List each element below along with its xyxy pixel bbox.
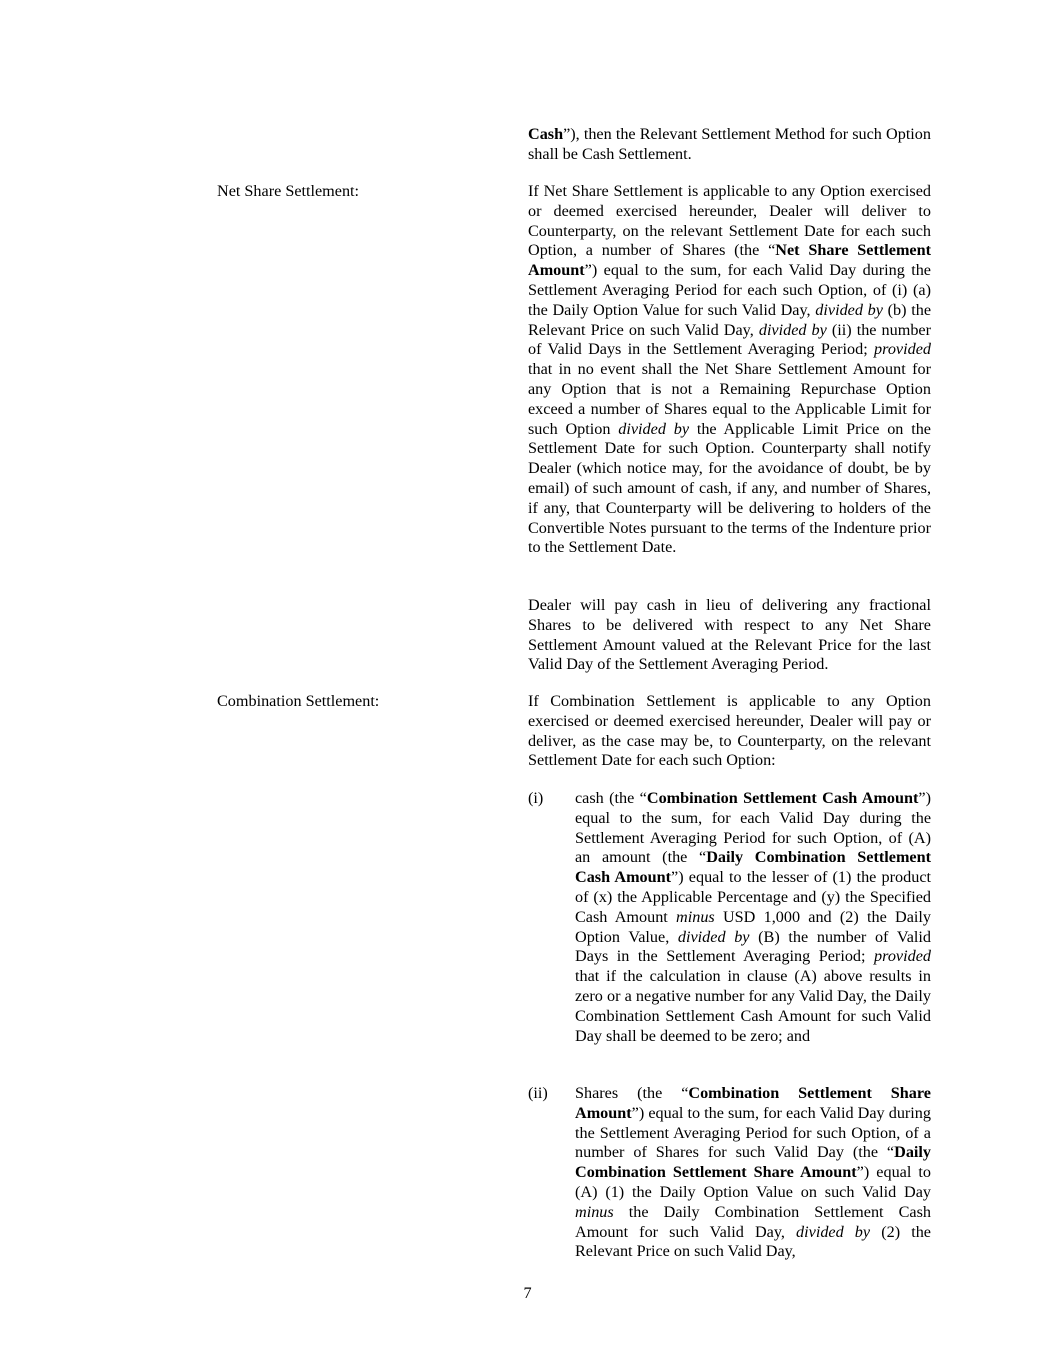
italic-term: divided by [758,320,827,339]
defined-term: Cash [528,125,564,143]
combination-settlement-label: Combination Settlement: [217,692,380,710]
italic-term: minus [575,1202,614,1221]
text-run: the Daily Combination Settlement Cash Amount for such Valid Day, [575,1202,931,1241]
text-run: (b) the Relevant Price on such Valid Day, [528,300,931,339]
cash-settlement-continuation [528,125,931,165]
paragraph [528,182,931,558]
defined-term: Daily Combination Settlement Share Amount [575,1143,931,1182]
italic-term: divided by [618,419,690,438]
italic-term: divided by [796,1222,871,1241]
net-share-settlement-label: Net Share Settlement: [217,182,360,200]
text-run: the Applicable Limit Price on the Settlement Date for such Option. Counterparty shall notify Dealer (which notice may, for the avoidance of doubt, be by email) of such amount of cash, if any, and number of Shares, if any, that Counterparty will be delivering to holders of the Convertible Notes pursuant to the terms of the Indenture prior to the Settlement Date. [528,419,931,557]
defined-term: Combination Settlement Share Amount [575,1084,931,1122]
defined-term: Combination Settlement Cash Amount [646,789,919,807]
clause-text [575,789,931,1046]
text-run: ”) equal to the sum, for each Valid Day during the Settlement Averaging Period for each such Option, of (i) (a) the Daily Option Value for such Valid Day, [528,261,931,319]
text-run: (2) the Relevant Price on such Valid Day, [575,1222,931,1261]
italic-term: provided [874,340,931,359]
text-run: ”) equal to the sum, for each Valid Day during the Settlement Averaging Period for such Option, of (A) an amount (the “ [575,789,931,867]
text-run: that if the calculation in clause (A) above results in zero or a negative number for any Valid Day, the Daily Combination Settlement Cash Amount for such Valid Day shall be deemed to be zero; and [575,967,931,1045]
text-run: USD 1,000 and (2) the Daily Option Value, [575,907,932,946]
text-run: cash (the “ [575,789,647,807]
italic-term: minus [676,907,715,926]
text-run: (ii) the number of Valid Days in the Settlement Averaging Period; [528,320,931,359]
combination-settlement-intro [528,692,931,771]
text-run: ”) equal to the sum, for each Valid Day during the Settlement Averaging Period for such Option, of a number of Shares for such Valid Day (the “ [575,1103,931,1162]
text-run: Shares (the “ [575,1084,689,1102]
clause-number: (i) [528,789,544,807]
defined-term: Net Share Settlement Amount [528,241,932,280]
text-run: that in no event shall the Net Share Settlement Amount for any Option that is not a Remaining Repurchase Option exceed a number of Shares equal to the Applicable Limit for such Option [528,360,931,438]
text-run: (B) the number of Valid Days in the Settlement Averaging Period; [575,927,931,966]
defined-term: Daily Combination Settlement Cash Amount [575,848,932,887]
paragraph: If Combination Settlement is applicable to any Option exercised or deemed exercised hereunder, Dealer will pay or deliver, as the case may be, to Counterparty, on the relevant Settlement Date for each such Option: [528,692,931,770]
clause-number: (ii) [528,1084,548,1102]
paragraph [528,125,931,165]
text-run: ”) equal to (A) (1) the Daily Option Value on such Valid Day [575,1163,931,1201]
italic-term: divided by [677,927,750,946]
page-number: 7 [523,1284,532,1302]
text-run: If Net Share Settlement is applicable to any Option exercised or deemed exercised hereunder, Dealer will deliver to Counterparty, on the relevant Settlement Date for each such Option, a number of Shares (the “ [528,182,931,260]
clause-text [575,1084,931,1262]
italic-term: divided by [815,300,883,319]
paragraph: Dealer will pay cash in lieu of delivering any fractional Shares to be delivered with respect to any Net Share Settlement Amount valued at the Relevant Price for the last Valid Day of the Settlement Averaging Period. [528,596,931,674]
net-share-settlement-body [528,182,931,558]
italic-term: provided [874,947,931,966]
fractional-shares-paragraph [528,596,931,675]
text-run: ”) equal to the lesser of (1) the product of (x) the Applicable Percentage and (y) the Specified Cash Amount [575,868,931,926]
text-run: ”), then the Relevant Settlement Method for such Option shall be Cash Settlement. [528,125,931,163]
